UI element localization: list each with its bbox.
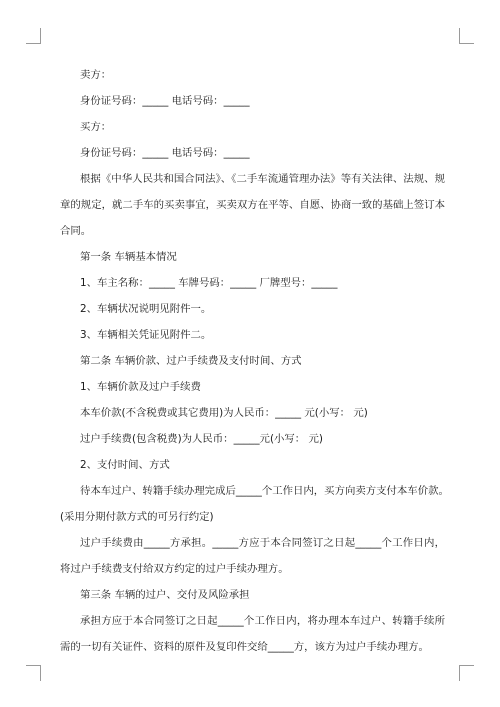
crop-mark-top-right-vertical <box>459 28 460 44</box>
installment-note: (采用分期付款方式的可另行约定) <box>60 511 214 523</box>
document-body <box>60 62 449 660</box>
article-1-heading: 第一条 车辆基本情况 <box>80 251 177 263</box>
intro-paragraph: 根据《中华人民共和国合同法》、《二手车流通管理办法》等有关法律、法规、规章的规定，就二手车的买卖事宜，买卖双方在平等、自愿、协商一致的基础上签订本合同。 <box>60 173 445 237</box>
seller-id-phone: 身份证号码：_____ 电话号码：_____ <box>80 95 250 107</box>
article-1-item-3: 3、车辆相关凭证见附件二。 <box>80 329 212 341</box>
buyer-id-phone: 身份证号码：_____ 电话号码：_____ <box>80 147 250 159</box>
article-2-item-1: 1、车辆价款及过户手续费 <box>80 381 201 393</box>
crop-mark-bottom-right-horizontal <box>459 665 474 666</box>
fee-paragraph: 过户手续费由_____方承担。_____方应于本合同签订之日起_____个工作日内，将过户手续费支付给双方约定的过户手续办理方。 <box>60 537 445 575</box>
payment-time: 待本车过户、转籍手续办理完成后_____个工作日内，买方向卖方支付本车价款。 <box>80 485 449 497</box>
article-3-paragraph: 承担方应于本合同签订之日起_____个工作日内，将办理本车过户、转籍手续所需的一切有关证件、资料的原件及复印件交给_____方，该方为过户手续办理方。 <box>60 615 445 653</box>
vehicle-price: 本车价款(不含税费或其它费用)为人民币：_____ 元(小写： 元) <box>80 407 368 419</box>
crop-mark-top-right-horizontal <box>459 43 474 44</box>
article-2-heading: 第二条 车辆价款、过户手续费及支付时间、方式 <box>80 355 302 367</box>
crop-mark-bottom-left-horizontal <box>26 665 41 666</box>
crop-mark-top-left-horizontal <box>26 43 41 44</box>
buyer-label: 买方： <box>80 121 112 133</box>
article-1-item-1: 1、车主名称：_____ 车牌号码：_____ 厂牌型号：_____ <box>80 277 338 289</box>
crop-mark-bottom-right-vertical <box>459 665 460 681</box>
crop-mark-top-left-vertical <box>40 28 41 44</box>
seller-label: 卖方： <box>80 69 112 81</box>
article-1-item-2: 2、车辆状况说明见附件一。 <box>80 303 212 315</box>
transfer-fee: 过户手续费(包含税费)为人民币：_____元(小写： 元) <box>80 433 323 445</box>
crop-mark-bottom-left-vertical <box>40 665 41 681</box>
article-2-item-2: 2、支付时间、方式 <box>80 459 170 471</box>
article-3-heading: 第三条 车辆的过户、交付及风险承担 <box>80 589 250 601</box>
